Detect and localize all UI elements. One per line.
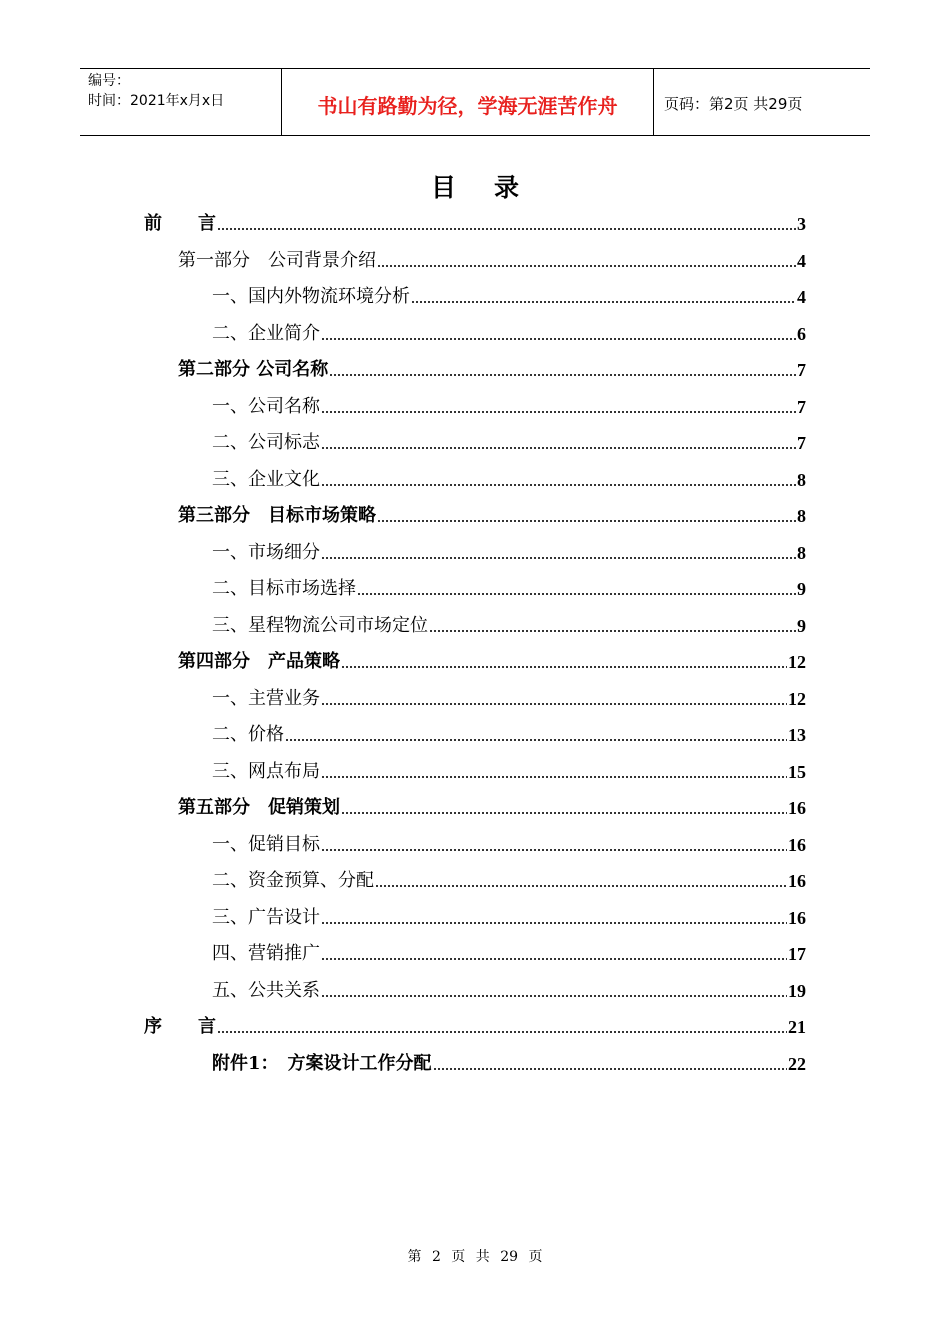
toc-leader-dots <box>377 264 796 268</box>
page-header <box>80 68 870 136</box>
toc-entry-page: 21 <box>788 1017 806 1037</box>
toc-entry-page: 16 <box>788 871 806 891</box>
toc-entry-label: 三、广告设计 <box>212 906 320 928</box>
toc-entry-label: 二、企业简介 <box>212 322 320 344</box>
toc-entry-label: 二、资金预算、分配 <box>212 870 374 891</box>
toc-leader-dots <box>433 1067 787 1071</box>
toc-entry-label: 第二部分 公司名称 <box>178 359 329 380</box>
toc-entry-label: 第四部分 产品策略 <box>178 651 340 672</box>
toc-entry-page: 7 <box>797 433 806 453</box>
toc-entry-label: 一、促销目标 <box>212 833 320 855</box>
toc-leader-dots <box>375 884 787 888</box>
toc-entry-page: 16 <box>788 834 806 855</box>
toc-entry <box>178 790 806 820</box>
toc-leader-dots <box>341 811 787 815</box>
toc-entry <box>212 681 806 711</box>
toc-entry-page: 8 <box>797 542 806 563</box>
toc-entry-label: 二、公司标志 <box>212 432 320 453</box>
toc-entry <box>212 571 806 601</box>
toc-entry <box>178 243 806 273</box>
toc-entry <box>212 1046 806 1076</box>
toc-entry-label: 二、价格 <box>212 724 284 745</box>
toc-entry <box>212 827 806 857</box>
toc-entry-page: 16 <box>788 907 806 928</box>
toc-entry-page: 15 <box>788 761 806 782</box>
toc-leader-dots <box>429 629 796 633</box>
toc-leader-dots <box>341 665 787 669</box>
toc-entry-page: 16 <box>788 798 806 818</box>
toc-entry-page: 13 <box>788 725 806 745</box>
toc-leader-dots <box>321 994 787 998</box>
toc-entry <box>212 863 806 893</box>
toc-entry-label: 一、国内外物流环境分析 <box>212 286 410 307</box>
toc-leader-dots <box>285 738 787 742</box>
toc-entry-label: 三、企业文化 <box>212 468 320 490</box>
toc-title: 目录 <box>430 173 557 202</box>
toc-entry-label: 前 言 <box>144 213 216 234</box>
toc-entry-label: 五、公共关系 <box>212 979 320 1001</box>
toc-entry <box>212 462 806 492</box>
toc-entry-page: 22 <box>788 1053 806 1074</box>
toc-entry-page: 4 <box>797 287 806 307</box>
toc-entry-page: 3 <box>797 214 806 234</box>
toc-entry-label: 一、主营业务 <box>212 687 320 709</box>
toc-leader-dots <box>411 300 796 304</box>
toc-entry <box>212 973 806 1003</box>
toc-entry <box>144 206 806 236</box>
number-label: 编号： <box>88 73 130 89</box>
header-meta <box>80 69 282 135</box>
toc-leader-dots <box>217 1030 787 1034</box>
toc-leader-dots <box>321 775 787 779</box>
toc-leader-dots <box>321 556 796 560</box>
toc-entry <box>212 279 806 309</box>
toc-entry <box>144 1009 806 1039</box>
toc-entry <box>212 389 806 419</box>
toc-entry-label: 序 言 <box>144 1016 216 1037</box>
toc-entry-page: 17 <box>788 944 806 964</box>
toc-entry-label: 三、星程物流公司市场定位 <box>212 614 428 636</box>
toc-entry-page: 8 <box>797 469 806 490</box>
toc-entry-label: 第三部分 目标市场策略 <box>178 505 376 526</box>
toc-entry-page: 19 <box>788 980 806 1001</box>
toc-entry-label: 四、营销推广 <box>212 943 320 964</box>
toc-entry-label: 一、市场细分 <box>212 541 320 563</box>
toc-entry <box>212 754 806 784</box>
toc-entry-page: 8 <box>797 506 806 526</box>
page-footer: 第 2 页 共 29 页 <box>407 1249 543 1265</box>
toc-entry-page: 6 <box>797 323 806 344</box>
toc-entry-label: 二、目标市场选择 <box>212 578 356 599</box>
toc-entry <box>178 352 806 382</box>
toc-leader-dots <box>321 702 787 706</box>
toc-entry-page: 12 <box>788 652 806 672</box>
header-motto: 书山有路勤为径，学海无涯苦作舟 <box>282 69 654 135</box>
toc-entry <box>212 316 806 346</box>
toc-entry-page: 7 <box>797 360 806 380</box>
toc-entry-label: 三、网点布局 <box>212 760 320 782</box>
toc-leader-dots <box>321 921 787 925</box>
toc-entry-label: 一、公司名称 <box>212 395 320 417</box>
toc-leader-dots <box>321 446 796 450</box>
toc-entry <box>212 608 806 638</box>
toc-entry <box>212 936 806 966</box>
toc-entry <box>212 535 806 565</box>
toc-entry-label: 第五部分 促销策划 <box>178 797 340 818</box>
header-page-info: 页码：第2页 共29页 <box>664 94 803 113</box>
toc-leader-dots <box>321 337 796 341</box>
toc-entry-page: 4 <box>797 250 806 271</box>
time-label: 时间：2021年x月x日 <box>88 93 225 109</box>
toc-entry <box>212 425 806 455</box>
toc-leader-dots <box>321 957 787 961</box>
toc-entry-page: 9 <box>797 615 806 636</box>
toc-entry <box>178 498 806 528</box>
toc-leader-dots <box>321 848 787 852</box>
toc-entry-page: 7 <box>797 396 806 417</box>
toc-entry-label: 第一部分 公司背景介绍 <box>178 249 376 271</box>
toc-leader-dots <box>217 227 796 231</box>
toc-leader-dots <box>357 592 796 596</box>
toc-entry-page: 9 <box>797 579 806 599</box>
toc-entry-label: 附件1： 方案设计工作分配 <box>212 1052 432 1074</box>
toc-leader-dots <box>329 373 796 377</box>
toc-entry <box>212 900 806 930</box>
toc-leader-dots <box>321 483 796 487</box>
toc-entry <box>178 644 806 674</box>
toc-entry-page: 12 <box>788 688 806 709</box>
toc-leader-dots <box>377 519 796 523</box>
toc-entry <box>212 717 806 747</box>
toc-leader-dots <box>321 410 796 414</box>
